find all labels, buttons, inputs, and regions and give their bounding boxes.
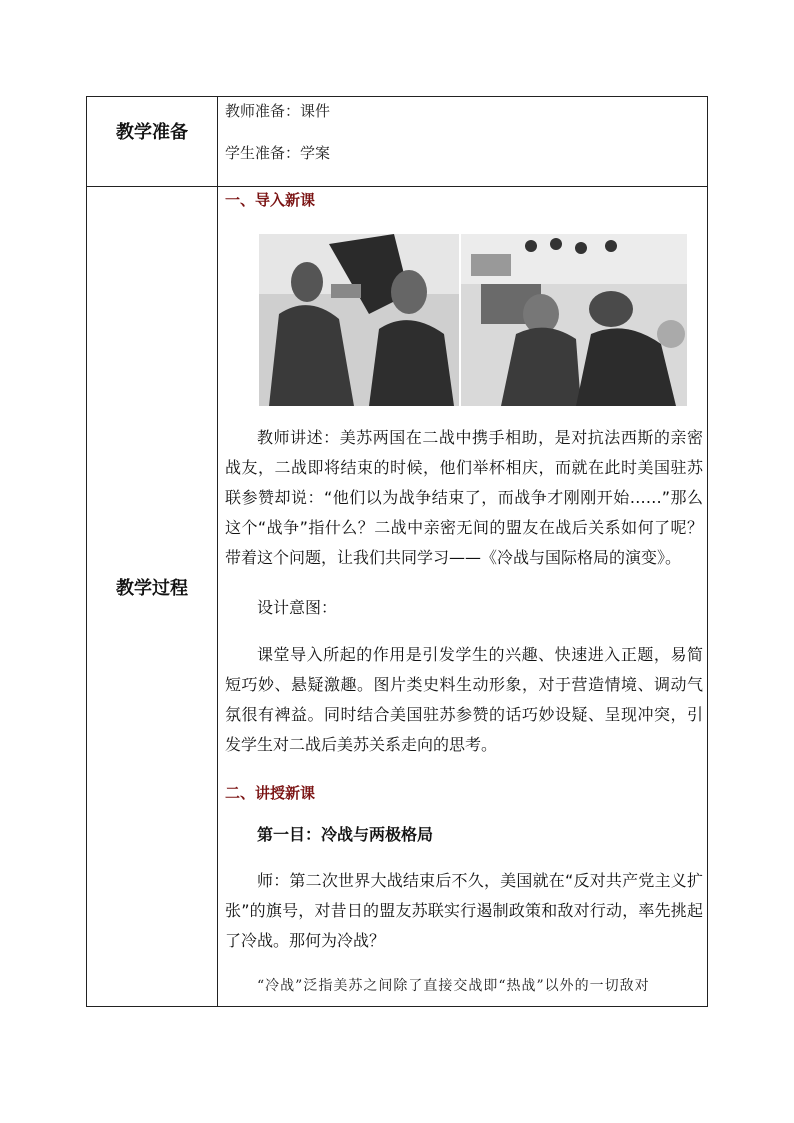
intro-paragraph-block <box>225 423 703 573</box>
design-label-block <box>225 593 703 623</box>
prep-row-label: 教学准备 <box>116 122 188 143</box>
lesson-plan-table <box>86 96 708 1007</box>
column-divider <box>217 97 218 1006</box>
process-row-label: 教学过程 <box>116 578 188 599</box>
intro-narration-paragraph: 教师讲述：美苏两国在二战中携手相助，是对抗法西斯的亲密战友，二战即将结束的时候，他们举杯相庆，而就在此时美国驻苏联参赞却说：“他们以为战争结束了，而战争才刚刚开始……”那么这个“战争”指什么？二战中亲密无间的盟友在战后关系如何了呢？带着这个问题，让我们共同学习——《冷战与国际格局的演变》。 <box>225 428 703 567</box>
teacher-prep-text: 教师准备：课件 <box>225 102 331 120</box>
design-paragraph-block <box>225 640 703 760</box>
design-intent-label: 设计意图： <box>257 598 338 617</box>
teacher-question-paragraph: 师：第二次世界大战结束后不久，美国就在“反对共产党主义扩张”的旗号，对昔日的盟友苏联实行遏制政策和敌对行动，率先挑起了冷战。那何为冷战？ <box>225 871 703 950</box>
section-intro-title: 一、导入新课 <box>225 191 316 209</box>
student-prep-text: 学生准备：学案 <box>225 144 331 162</box>
allied-soldiers-meeting-photo <box>461 234 687 406</box>
photo-right-image <box>461 234 687 406</box>
subsection-block <box>225 820 703 850</box>
subsection-cold-war-title: 第一目：冷战与两极格局 <box>257 825 434 844</box>
soldiers-handshake-photo <box>259 234 459 406</box>
teacher-paragraph-block <box>225 866 703 956</box>
section-teaching-title: 二、讲授新课 <box>225 784 316 802</box>
row-divider <box>87 186 707 187</box>
photo-left-image <box>259 234 459 406</box>
cold-war-definition-line: “冷战”泛指美苏之间除了直接交战即“热战”以外的一切敌对 <box>257 978 650 994</box>
design-intent-paragraph: 课堂导入所起的作用是引发学生的兴趣、快速进入正题，易简短巧妙、悬疑激趣。图片类史料生动形象，对于营造情境、调动气氛很有裨益。同时结合美国驻苏参赞的话巧妙设疑、呈现冲突，引发学生对二战后美苏关系走向的思考。 <box>225 645 703 754</box>
